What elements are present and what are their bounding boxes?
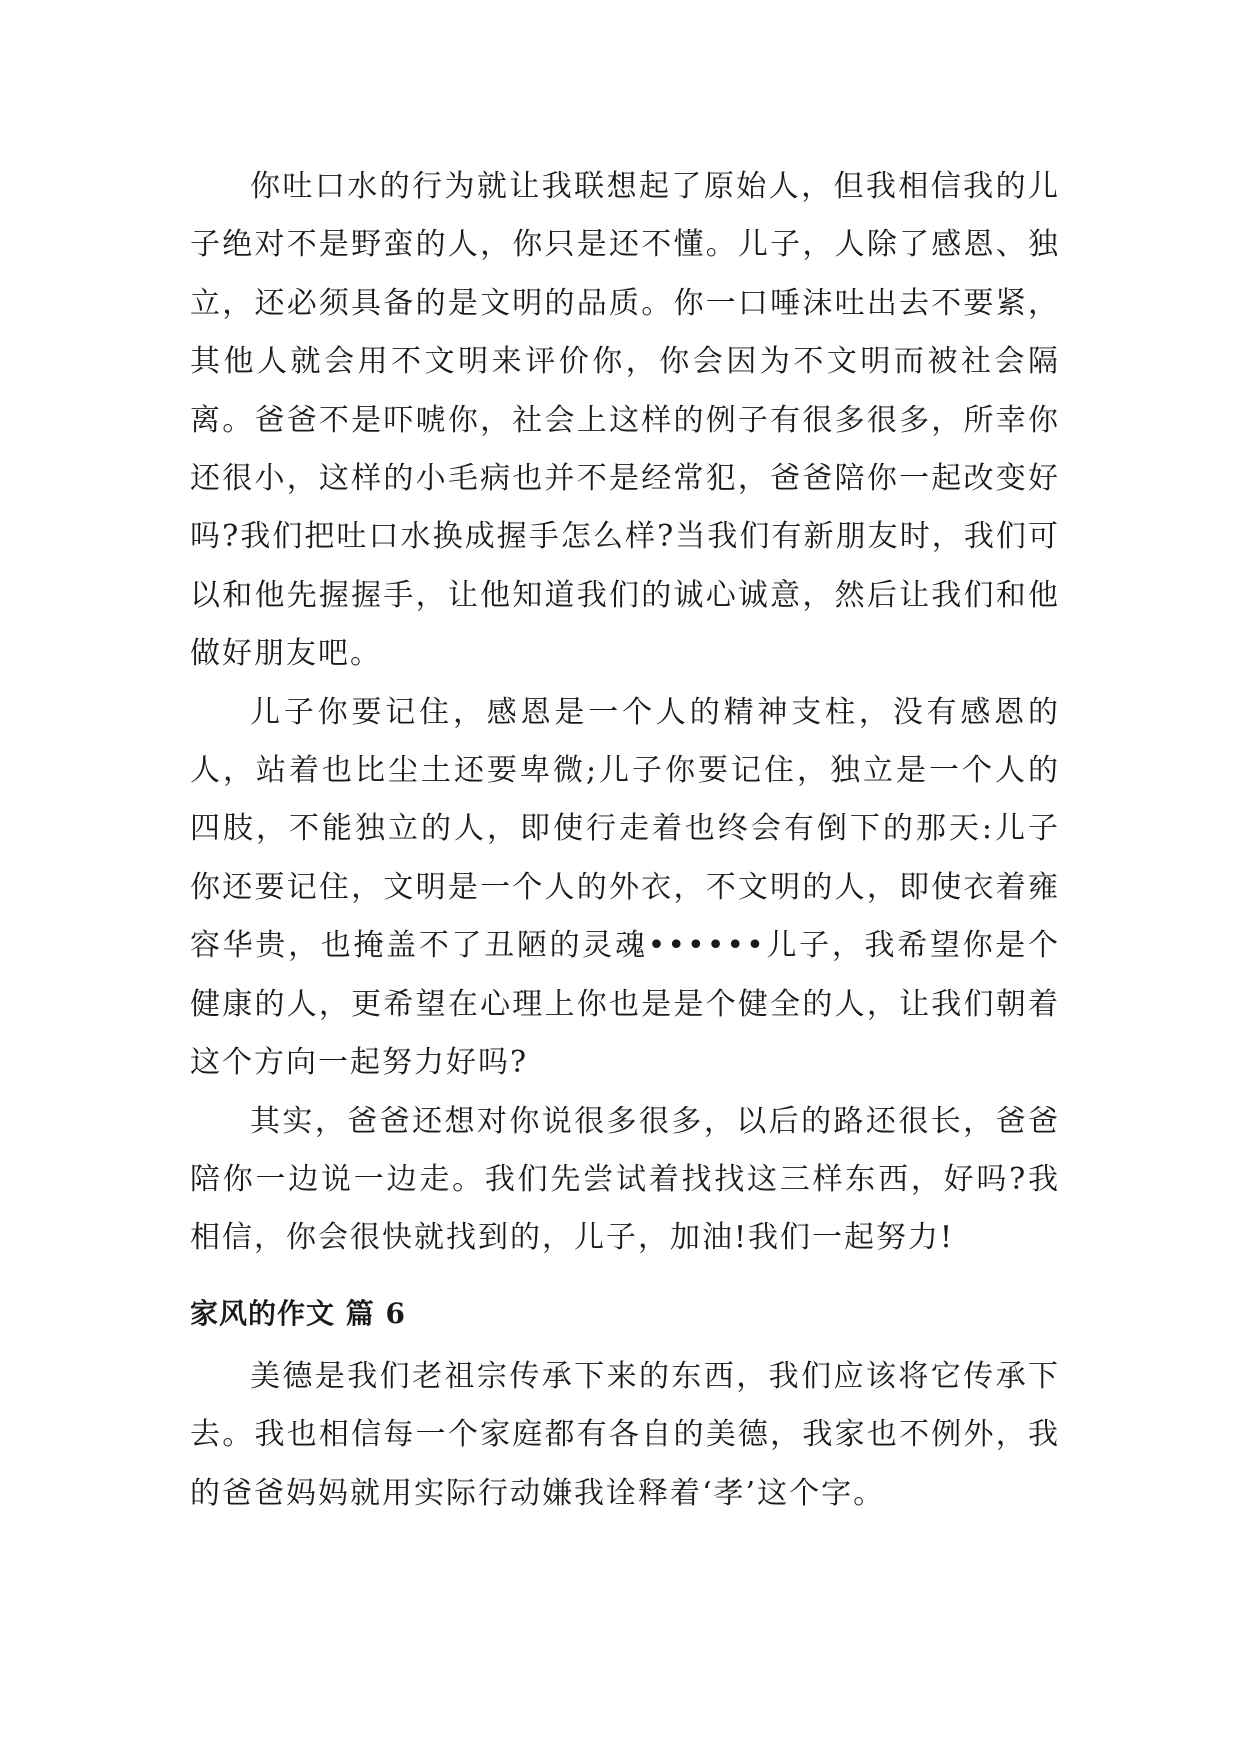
paragraph-4: 美德是我们老祖宗传承下来的东西，我们应该将它传承下去。我也相信每一个家庭都有各自的美德，我家也不例外，我的爸爸妈妈就用实际行动嫌我诠释着‘孝’这个字。 <box>190 1358 1060 1511</box>
heading-spacer <box>190 1334 1060 1348</box>
paragraph-2: 儿子你要记住，感恩是一个人的精神支柱，没有感恩的人，站着也比尘土还要卑微;儿子你要记住，独立是一个人的四肢，不能独立的人，即使行走着也终会有倒下的那天:儿子你还要记住，文明是一个人的外衣，不文明的人，即使衣着雍容华贵，也掩盖不了丑陋的灵魂••••••儿子，我希望你是个健康的人，更希望在心理上你也是是个健全的人，让我们朝着这个方向一起努力好吗? <box>190 694 1060 1081</box>
paragraph-1: 你吐口水的行为就让我联想起了原始人，但我相信我的儿子绝对不是野蛮的人，你只是还不懂。儿子，人除了感恩、独立，还必须具备的是文明的品质。你一口唾沫吐出去不要紧，其他人就会用不文明来评价你，你会因为不文明而被社会隔离。爸爸不是吓唬你，社会上这样的例子有很多很多，所幸你还很小，这样的小毛病也并不是经常犯，爸爸陪你一起改变好吗?我们把吐口水换成握手怎么样?当我们有新朋友时，我们可以和他先握握手，让他知道我们的诚心诚意，然后让我们和他做好朋友吧。 <box>190 169 1060 672</box>
paragraph-3: 其实，爸爸还想对你说很多很多，以后的路还很长，爸爸陪你一边说一边走。我们先尝试着找找这三样东西，好吗?我相信，你会很快就找到的，儿子，加油!我们一起努力! <box>190 1103 1060 1256</box>
section-spacer <box>190 1268 1060 1294</box>
document-page <box>190 158 1060 1523</box>
section-heading: 家风的作文 篇 6 <box>190 1296 406 1330</box>
